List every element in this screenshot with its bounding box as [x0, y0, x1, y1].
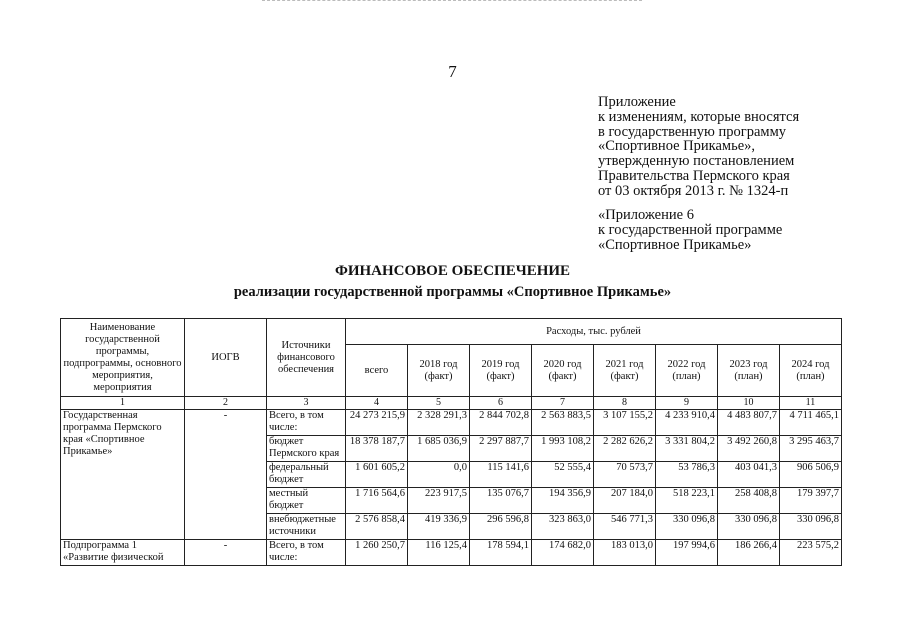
value-cell: 2 844 702,8 — [470, 410, 532, 436]
column-index: 10 — [718, 397, 780, 410]
value-cell: 906 506,9 — [780, 462, 842, 488]
appendix-ref-line: к государственной программе — [598, 221, 783, 238]
appendix-note-line: в государственную программу — [598, 123, 787, 140]
value-cell: 2 328 291,3 — [408, 410, 470, 436]
value-cell: 194 356,9 — [532, 488, 594, 514]
value-cell: 2 576 858,4 — [346, 514, 408, 540]
value-cell: 4 711 465,1 — [780, 410, 842, 436]
value-cell: 115 141,6 — [470, 462, 532, 488]
document-title: ФИНАНСОВОЕ ОБЕСПЕЧЕНИЕ — [334, 263, 571, 279]
header-year: 2024 год (план) — [780, 345, 842, 397]
value-cell: 518 223,1 — [656, 488, 718, 514]
header-year: 2019 год (факт) — [470, 345, 532, 397]
header-sources: Источники финансового обеспечения — [267, 319, 346, 397]
header-iogv: ИОГВ — [185, 319, 267, 397]
column-index: 7 — [532, 397, 594, 410]
column-index: 4 — [346, 397, 408, 410]
value-cell: 186 266,4 — [718, 540, 780, 566]
value-cell: 3 295 463,7 — [780, 436, 842, 462]
value-cell: 179 397,7 — [780, 488, 842, 514]
scan-top-rule — [262, 0, 642, 2]
value-cell: 1 993 108,2 — [532, 436, 594, 462]
source-label: бюджет Пермского края — [267, 436, 346, 462]
value-cell: 419 336,9 — [408, 514, 470, 540]
value-cell: 0,0 — [408, 462, 470, 488]
value-cell: 18 378 187,7 — [346, 436, 408, 462]
value-cell: 1 685 036,9 — [408, 436, 470, 462]
value-cell: 330 096,8 — [718, 514, 780, 540]
value-cell: 197 994,6 — [656, 540, 718, 566]
header-expenses: Расходы, тыс. рублей — [346, 319, 842, 345]
column-index: 11 — [780, 397, 842, 410]
header-year: 2018 год (факт) — [408, 345, 470, 397]
subprogram-name: Подпрограмма 1 «Развитие физической — [61, 540, 185, 566]
value-cell: 2 282 626,2 — [594, 436, 656, 462]
appendix-note — [598, 95, 799, 199]
value-cell: 1 260 250,7 — [346, 540, 408, 566]
appendix-note-line: Правительства Пермского края — [598, 167, 790, 184]
value-cell: 223 575,2 — [780, 540, 842, 566]
subprogram-iogv: - — [185, 540, 267, 566]
appendix-note-line: от 03 октября 2013 г. № 1324-п — [598, 182, 789, 199]
value-cell: 296 596,8 — [470, 514, 532, 540]
value-cell: 3 492 260,8 — [718, 436, 780, 462]
table-row — [61, 540, 842, 566]
appendix-note-line: к изменениям, которые вносятся — [598, 108, 800, 125]
value-cell: 116 125,4 — [408, 540, 470, 566]
financing-table — [60, 318, 842, 566]
header-total: всего — [346, 345, 408, 397]
column-index: 9 — [656, 397, 718, 410]
value-cell: 2 297 887,7 — [470, 436, 532, 462]
value-cell: 258 408,8 — [718, 488, 780, 514]
appendix-ref-line: «Спортивное Прикамье» — [598, 236, 752, 253]
column-index: 8 — [594, 397, 656, 410]
value-cell: 207 184,0 — [594, 488, 656, 514]
value-cell: 52 555,4 — [532, 462, 594, 488]
value-cell: 3 331 804,2 — [656, 436, 718, 462]
value-cell: 183 013,0 — [594, 540, 656, 566]
value-cell: 4 233 910,4 — [656, 410, 718, 436]
appendix-reference — [598, 208, 782, 252]
appendix-note-line: Приложение — [598, 94, 676, 110]
value-cell: 70 573,7 — [594, 462, 656, 488]
table-row — [61, 410, 842, 436]
header-year: 2022 год (план) — [656, 345, 718, 397]
header-year: 2020 год (факт) — [532, 345, 594, 397]
value-cell: 3 107 155,2 — [594, 410, 656, 436]
value-cell: 2 563 883,5 — [532, 410, 594, 436]
source-label: федеральный бюджет — [267, 462, 346, 488]
header-year: 2023 год (план) — [718, 345, 780, 397]
source-label: Всего, в том числе: — [267, 410, 346, 436]
column-index-row — [61, 397, 842, 410]
value-cell: 4 483 807,7 — [718, 410, 780, 436]
value-cell: 223 917,5 — [408, 488, 470, 514]
program-iogv: - — [185, 410, 267, 540]
column-index: 6 — [470, 397, 532, 410]
value-cell: 174 682,0 — [532, 540, 594, 566]
source-label: местный бюджет — [267, 488, 346, 514]
value-cell: 403 041,3 — [718, 462, 780, 488]
column-index: 3 — [267, 397, 346, 410]
value-cell: 53 786,3 — [656, 462, 718, 488]
value-cell: 1 601 605,2 — [346, 462, 408, 488]
value-cell: 323 863,0 — [532, 514, 594, 540]
value-cell: 24 273 215,9 — [346, 410, 408, 436]
page-number: 7 — [448, 62, 457, 81]
column-index: 2 — [185, 397, 267, 410]
value-cell: 330 096,8 — [656, 514, 718, 540]
appendix-ref-line: «Приложение 6 — [598, 207, 694, 223]
document-subtitle: реализации государственной программы «Спортивное Прикамье» — [233, 284, 672, 300]
program-name: Государственная программа Пермского края «Спортивное Прикамье» — [61, 410, 185, 540]
source-label: внебюджетные источники — [267, 514, 346, 540]
appendix-note-line: утвержденную постановлением — [598, 153, 795, 170]
column-index: 1 — [61, 397, 185, 410]
value-cell: 330 096,8 — [780, 514, 842, 540]
value-cell: 178 594,1 — [470, 540, 532, 566]
header-year: 2021 год (факт) — [594, 345, 656, 397]
source-label: Всего, в том числе: — [267, 540, 346, 566]
column-index: 5 — [408, 397, 470, 410]
value-cell: 546 771,3 — [594, 514, 656, 540]
value-cell: 1 716 564,6 — [346, 488, 408, 514]
value-cell: 135 076,7 — [470, 488, 532, 514]
appendix-note-line: «Спортивное Прикамье», — [598, 138, 756, 155]
header-name: Наименование государственной программы, подпрограммы, основного мероприятия, мероприятия — [61, 319, 185, 397]
